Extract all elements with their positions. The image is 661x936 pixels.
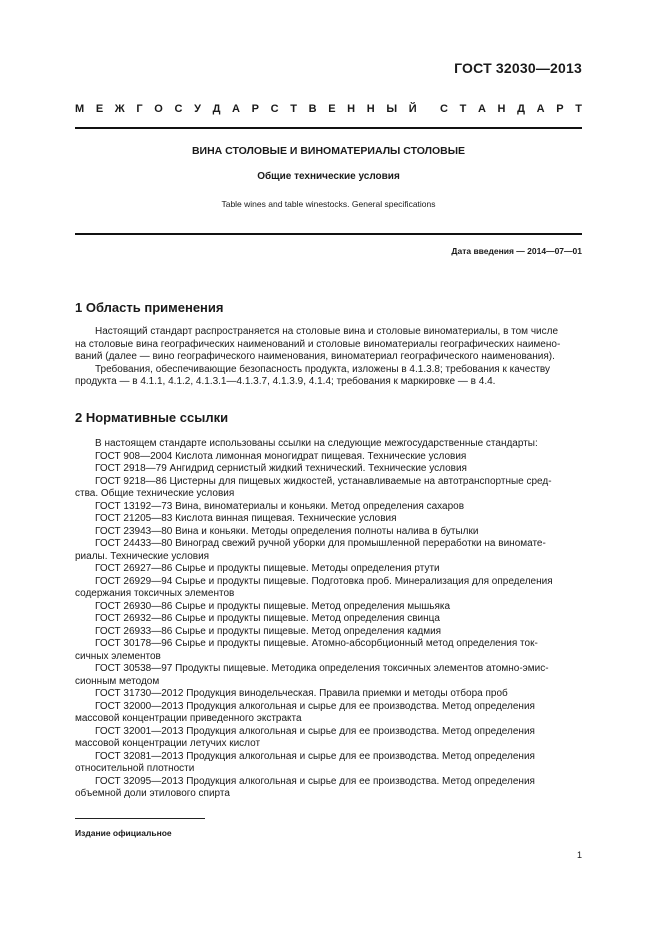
banner-letter: Ы xyxy=(386,103,398,115)
reference-line: ГОСТ 30538—97 Продукты пищевые. Методика определения токсичных элементов атомно-эмис- xyxy=(95,663,549,674)
banner-letter: А xyxy=(477,103,486,115)
reference-line: ГОСТ 2918—79 Ангидрид сернистый жидкий технический. Технические условия xyxy=(95,463,467,474)
banner-letter: Е xyxy=(95,103,104,115)
section-1-body xyxy=(75,326,583,389)
banner-letter: Г xyxy=(136,103,143,115)
banner-letter: Н xyxy=(366,103,375,115)
text-line: Настоящий стандарт распространяется на столовые вина и столовые виноматериалы, в том числе xyxy=(95,326,559,337)
section-2-heading-wrap xyxy=(75,410,582,425)
banner-letter: Е xyxy=(328,103,336,115)
banner-letter: С xyxy=(174,103,183,115)
banner-letter: Д xyxy=(517,103,525,115)
section-1-heading-wrap xyxy=(75,300,582,315)
footer-rule xyxy=(75,818,205,819)
banner-letter: Й xyxy=(408,103,417,115)
official-edition-label: Издание официальное xyxy=(75,828,172,838)
text-line: ваний (далее — вино географического наименования, виноматериал географического наименования). xyxy=(75,351,555,362)
text-line: продукта — в 4.1.1, 4.1.2, 4.1.3.1—4.1.3.7, 4.1.3.9, 4.1.4; требования к маркировке — в 4.4. xyxy=(75,376,496,387)
banner-letter: О xyxy=(154,103,163,115)
reference-line: массовой концентрации летучих кислот xyxy=(75,738,261,749)
title-rule xyxy=(75,233,582,235)
page-number: 1 xyxy=(576,850,582,860)
reference-line: относительной плотности xyxy=(75,763,195,774)
reference-line: сичных элементов xyxy=(75,650,161,662)
standard-number: ГОСТ 32030—2013 xyxy=(454,60,582,76)
reference-line: ГОСТ 26929—94 Сырье и продукты пищевые. Подготовка проб. Минерализация для определения xyxy=(95,575,553,587)
banner-letter: Н xyxy=(497,103,506,115)
banner-letter: Т xyxy=(290,103,297,115)
reference-line: ГОСТ 21205—83 Кислота винная пищевая. Технические условия xyxy=(95,513,397,524)
reference-line: ГОСТ 32001—2013 Продукция алкогольная и сырье для ее производства. Метод определения xyxy=(95,725,535,737)
banner-letter: М xyxy=(75,103,85,115)
interstate-standard-banner xyxy=(75,103,582,115)
header-rule xyxy=(75,127,582,129)
reference-line: ГОСТ 908—2004 Кислота лимонная моногидрат пищевая. Технические условия xyxy=(95,450,467,462)
document-subtitle: Общие технические условия xyxy=(257,171,400,182)
reference-line: ства. Общие технические условия xyxy=(75,488,235,499)
text-line: Требования, обеспечивающие безопасность продукта, изложены в 4.1.3.8; требования к качеству xyxy=(95,363,551,375)
reference-line: ГОСТ 26932—86 Сырье и продукты пищевые. Метод определения свинца xyxy=(95,613,440,624)
text-line: на столовые вина географических наименований и столовые виноматериалы географических наимено- xyxy=(75,338,561,350)
reference-line: ГОСТ 26933—86 Сырье и продукты пищевые. Метод определения кадмия xyxy=(95,625,442,637)
reference-line: ГОСТ 24433—80 Виноград свежий ручной уборки для промышленной переработки на виномате- xyxy=(95,538,546,549)
banner-letter: А xyxy=(232,103,240,115)
banner-letter: Т xyxy=(459,103,467,115)
reference-line: В настоящем стандарте использованы ссылки на следующие межгосударственные стандарты: xyxy=(95,438,538,449)
reference-line: ГОСТ 31730—2012 Продукция винодельческая. Правила приемки и методы отбора проб xyxy=(95,688,508,699)
banner-letter: Н xyxy=(347,103,356,115)
section-2-body xyxy=(75,438,583,801)
reference-line: ГОСТ 32081—2013 Продукция алкогольная и сырье для ее производства. Метод определения xyxy=(95,750,535,762)
english-title: Table wines and table winestocks. General specifications xyxy=(221,199,436,209)
banner-letter: Р xyxy=(556,103,564,115)
banner-letter: С xyxy=(439,103,448,115)
introduction-date: Дата введения — 2014—07—01 xyxy=(451,246,582,256)
reference-line: ГОСТ 32095—2013 Продукция алкогольная и сырье для ее производства. Метод определения xyxy=(95,775,535,787)
reference-line: массовой концентрации приведенного экстракта xyxy=(75,713,302,724)
document-title: ВИНА СТОЛОВЫЕ И ВИНОМАТЕРИАЛЫ СТОЛОВЫЕ xyxy=(191,145,466,157)
reference-line: содержания токсичных элементов xyxy=(75,588,235,599)
reference-line: сионным методом xyxy=(75,675,160,687)
banner-letter: С xyxy=(270,103,279,115)
reference-line: объемной доли этилового спирта xyxy=(75,788,230,799)
reference-line: ГОСТ 13192—73 Вина, виноматериалы и коньяки. Метод определения сахаров xyxy=(95,500,465,512)
reference-line: ГОСТ 23943—80 Вина и коньяки. Методы определения полноты налива в бутылки xyxy=(95,525,479,537)
reference-line: ГОСТ 26927—86 Сырье и продукты пищевые. Методы определения ртути xyxy=(95,563,440,574)
reference-line: риалы. Технические условия xyxy=(75,550,210,562)
reference-line: ГОСТ 30178—96 Сырье и продукты пищевые. Атомно-абсорбционный метод определения ток- xyxy=(95,638,538,649)
banner-letter: Т xyxy=(575,103,582,115)
banner-letter: У xyxy=(194,103,201,115)
section-2-heading: 2 Нормативные ссылки xyxy=(75,410,229,425)
banner-letter: Д xyxy=(212,103,221,115)
reference-line: ГОСТ 32000—2013 Продукция алкогольная и сырье для ее производства. Метод определения xyxy=(95,700,535,712)
reference-line: ГОСТ 26930—86 Сырье и продукты пищевые. Метод определения мышьяка xyxy=(95,600,451,612)
reference-line: ГОСТ 9218—86 Цистерны для пищевых жидкостей, устанавливаемые на автотранспортные сред- xyxy=(95,475,552,487)
banner-letter: А xyxy=(536,103,545,115)
banner-letter: Ж xyxy=(114,103,125,115)
section-1-heading: 1 Область применения xyxy=(75,300,224,315)
banner-letter: Р xyxy=(251,103,259,115)
banner-letter: В xyxy=(308,103,317,115)
